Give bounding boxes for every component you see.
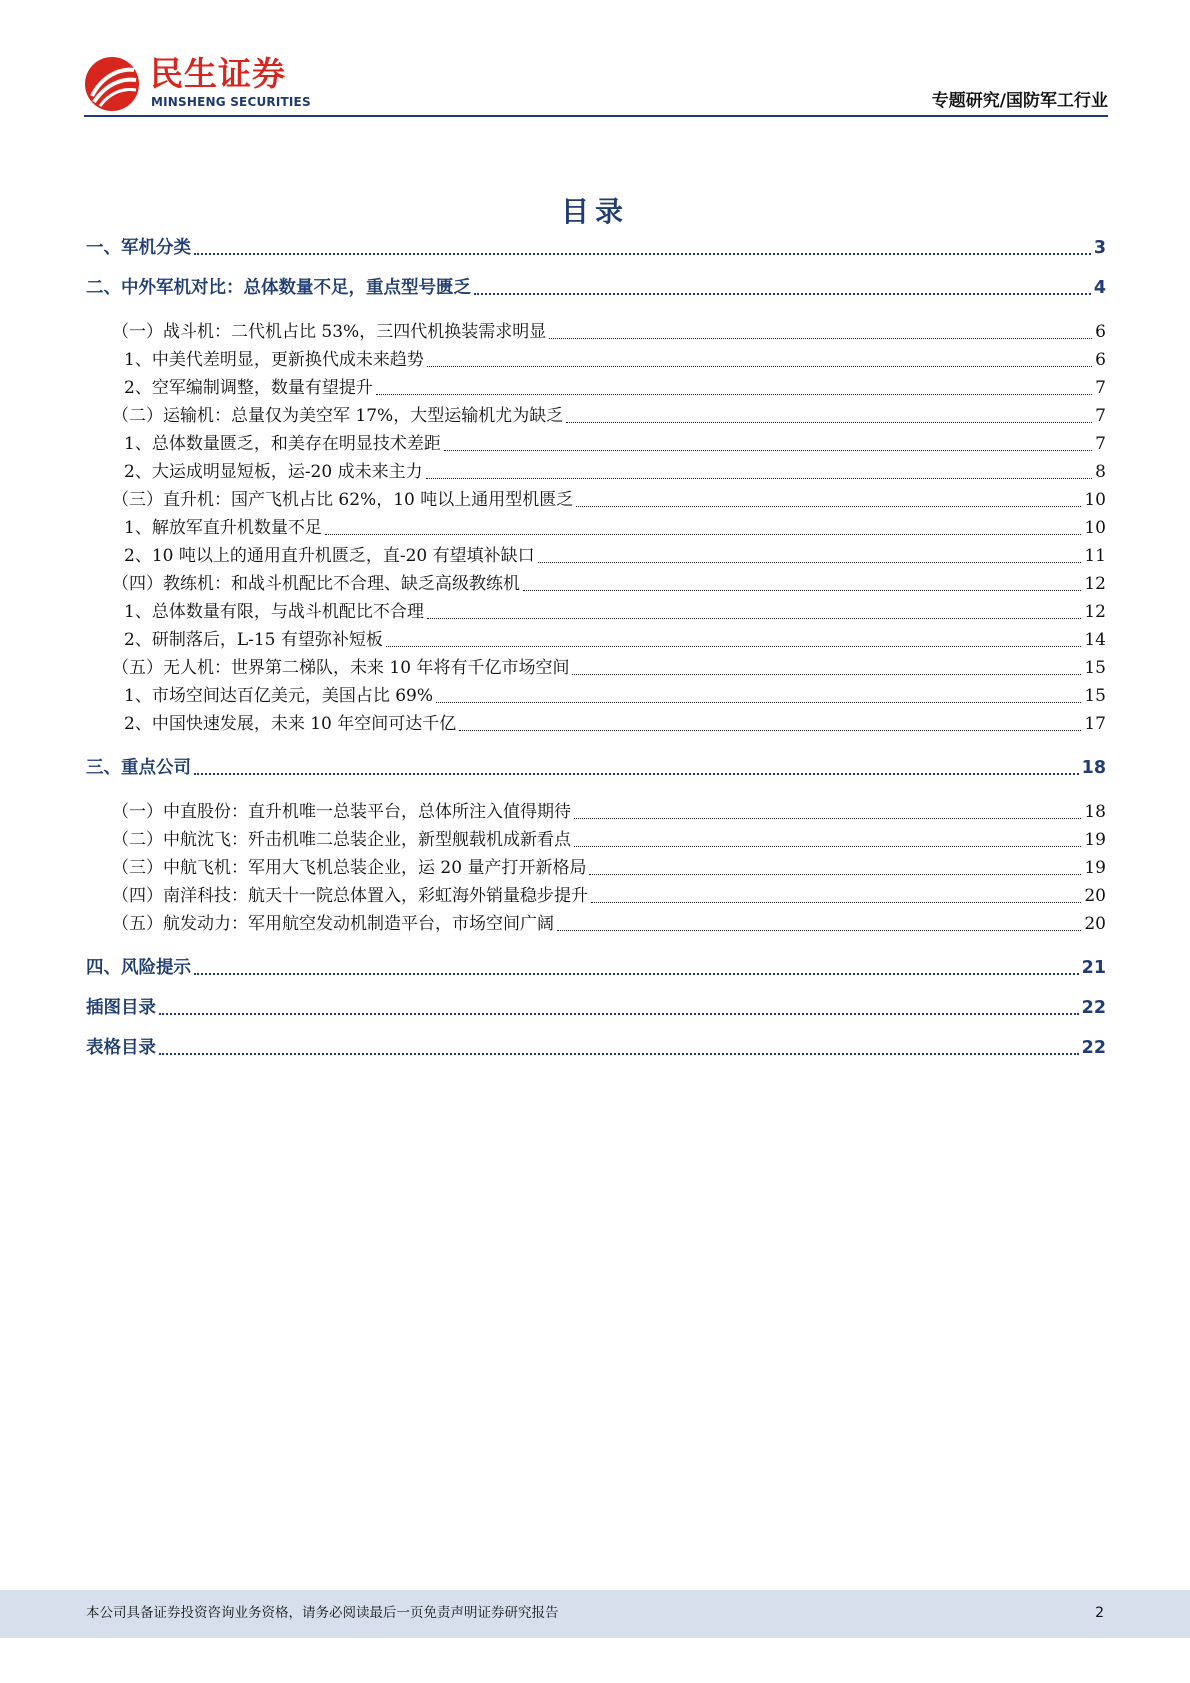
toc-leader-dots xyxy=(589,873,1081,875)
toc-entry-text: 1、解放军直升机数量不足 xyxy=(124,518,322,538)
toc-entry-text: 二、中外军机对比：总体数量不足，重点型号匮乏 xyxy=(86,278,471,298)
toc-leader-dots xyxy=(444,449,1092,451)
toc-entry-page: 18 xyxy=(1081,758,1106,778)
toc-leader-dots xyxy=(194,252,1091,255)
toc-entry-text: 2、研制落后，L-15 有望弥补短板 xyxy=(124,630,383,650)
toc-leader-dots xyxy=(426,477,1093,479)
toc-entry-text: 四、风险提示 xyxy=(86,958,191,978)
toc-entry-subsection[interactable] xyxy=(112,798,1106,824)
toc-entry-text: 2、大运成明显短板，运-20 成未来主力 xyxy=(124,462,423,482)
footer-disclaimer: 本公司具备证券投资咨询业务资格，请务必阅读最后一页免责声明证券研究报告 xyxy=(86,1605,559,1621)
toc-entry-page: 11 xyxy=(1084,546,1106,566)
toc-entry-subsection[interactable] xyxy=(112,318,1106,344)
toc-entry-page: 22 xyxy=(1081,1038,1106,1058)
header-divider xyxy=(84,115,1108,117)
toc-entry-page: 7 xyxy=(1095,406,1106,426)
toc-leader-dots xyxy=(576,505,1081,507)
toc-entry-section[interactable] xyxy=(86,1032,1106,1060)
toc-entry-subsection[interactable] xyxy=(124,374,1106,400)
toc-entry-text: （五）航发动力：军用航空发动机制造平台，市场空间广阔 xyxy=(112,914,554,934)
toc-entry-subsection[interactable] xyxy=(124,598,1106,624)
toc-entry-text: 表格目录 xyxy=(86,1038,156,1058)
toc-entry-subsection[interactable] xyxy=(112,854,1106,880)
toc-entry-page: 4 xyxy=(1093,278,1106,298)
toc-entry-page: 6 xyxy=(1095,350,1106,370)
toc-entry-page: 20 xyxy=(1084,914,1106,934)
toc-entry-subsection[interactable] xyxy=(112,570,1106,596)
toc-entry-text: （一）中直股份：直升机唯一总装平台，总体所注入值得期待 xyxy=(112,802,571,822)
toc-leader-dots xyxy=(566,421,1092,423)
toc-entry-page: 10 xyxy=(1084,518,1106,538)
toc-entry-page: 6 xyxy=(1095,322,1106,342)
toc-entry-page: 12 xyxy=(1084,602,1106,622)
toc-entry-text: 1、总体数量匮乏，和美存在明显技术差距 xyxy=(124,434,441,454)
toc-entry-page: 12 xyxy=(1084,574,1106,594)
toc-entry-text: （四）南洋科技：航天十一院总体置入，彩虹海外销量稳步提升 xyxy=(112,886,588,906)
toc-entry-text: （一）战斗机：二代机占比 53%，三四代机换装需求明显 xyxy=(112,322,547,342)
toc-entry-page: 20 xyxy=(1084,886,1106,906)
toc-leader-dots xyxy=(194,772,1079,775)
toc-leader-dots xyxy=(557,929,1081,931)
toc-entry-section[interactable] xyxy=(86,992,1106,1020)
toc-entry-text: （三）直升机：国产飞机占比 62%，10 吨以上通用型机匮乏 xyxy=(112,490,574,510)
toc-leader-dots xyxy=(427,617,1082,619)
toc-entry-section[interactable] xyxy=(86,752,1106,780)
toc-entry-page: 18 xyxy=(1084,802,1106,822)
toc-entry-subsection[interactable] xyxy=(124,626,1106,652)
toc-entry-subsection[interactable] xyxy=(124,430,1106,456)
toc-entry-section[interactable] xyxy=(86,952,1106,980)
toc-entry-text: （五）无人机：世界第二梯队，未来 10 年将有千亿市场空间 xyxy=(112,658,570,678)
toc-entry-subsection[interactable] xyxy=(124,514,1106,540)
toc-entry-page: 7 xyxy=(1095,378,1106,398)
toc-entry-page: 3 xyxy=(1093,238,1106,258)
toc-title: 目录 xyxy=(560,195,629,228)
toc-entry-subsection[interactable] xyxy=(112,486,1106,512)
toc-entry-subsection[interactable] xyxy=(112,910,1106,936)
toc-leader-dots xyxy=(591,901,1081,903)
toc-leader-dots xyxy=(427,365,1092,367)
minsheng-logo-icon xyxy=(84,56,140,112)
toc-entry-text: 三、重点公司 xyxy=(86,758,191,778)
toc-entry-section[interactable] xyxy=(86,272,1106,300)
toc-leader-dots xyxy=(159,1052,1079,1055)
toc-leader-dots xyxy=(159,1012,1079,1015)
toc-entry-subsection[interactable] xyxy=(112,826,1106,852)
page-number: 2 xyxy=(1095,1605,1104,1621)
toc-leader-dots xyxy=(572,673,1081,675)
toc-leader-dots xyxy=(376,393,1092,395)
toc-entry-text: 1、中美代差明显，更新换代成未来趋势 xyxy=(124,350,424,370)
toc-entry-text: （三）中航飞机：军用大飞机总装企业，运 20 量产打开新格局 xyxy=(112,858,587,878)
toc-leader-dots xyxy=(436,701,1081,703)
toc-entry-page: 15 xyxy=(1084,686,1106,706)
toc-entry-page: 19 xyxy=(1084,858,1106,878)
toc-entry-page: 17 xyxy=(1084,714,1106,734)
toc-entry-subsection[interactable] xyxy=(124,682,1106,708)
toc-entry-text: 2、中国快速发展，未来 10 年空间可达千亿 xyxy=(124,714,457,734)
toc-leader-dots xyxy=(523,589,1081,591)
toc-entry-subsection[interactable] xyxy=(124,710,1106,736)
toc-entry-subsection[interactable] xyxy=(112,882,1106,908)
toc-leader-dots xyxy=(538,561,1082,563)
toc-entry-page: 15 xyxy=(1084,658,1106,678)
toc-leader-dots xyxy=(194,972,1079,975)
toc-leader-dots xyxy=(574,817,1081,819)
toc-entry-subsection[interactable] xyxy=(124,458,1106,484)
toc-entry-text: （二）运输机：总量仅为美空军 17%，大型运输机尤为缺乏 xyxy=(112,406,564,426)
logo-text-en: MINSHENG SECURITIES xyxy=(151,95,311,109)
toc-entry-page: 8 xyxy=(1095,462,1106,482)
toc-entry-text: 1、市场空间达百亿美元，美国占比 69% xyxy=(124,686,434,706)
toc-leader-dots xyxy=(459,729,1081,731)
toc-leader-dots xyxy=(574,845,1081,847)
toc-entry-text: （四）教练机：和战斗机配比不合理、缺乏高级教练机 xyxy=(112,574,520,594)
toc-entry-subsection[interactable] xyxy=(112,402,1106,428)
toc-entry-subsection[interactable] xyxy=(112,654,1106,680)
toc-entry-page: 22 xyxy=(1081,998,1106,1018)
page-header xyxy=(84,52,1108,116)
toc-leader-dots xyxy=(325,533,1082,535)
toc-entry-text: 一、军机分类 xyxy=(86,238,191,258)
toc-entry-subsection[interactable] xyxy=(124,542,1106,568)
toc-leader-dots xyxy=(386,645,1081,647)
toc-entry-text: （二）中航沈飞：歼击机唯二总装企业，新型舰载机成新看点 xyxy=(112,830,571,850)
report-category: 专题研究/国防军工行业 xyxy=(931,91,1108,111)
toc-leader-dots xyxy=(474,292,1091,295)
toc-leader-dots xyxy=(549,337,1092,339)
toc-entry-text: 1、总体数量有限，与战斗机配比不合理 xyxy=(124,602,424,622)
toc-entry-page: 21 xyxy=(1081,958,1106,978)
toc-entry-text: 2、10 吨以上的通用直升机匮乏，直-20 有望填补缺口 xyxy=(124,546,535,566)
toc-entry-page: 19 xyxy=(1084,830,1106,850)
toc-entry-section[interactable] xyxy=(86,232,1106,260)
toc-entry-subsection[interactable] xyxy=(124,346,1106,372)
toc-entry-text: 2、空军编制调整，数量有望提升 xyxy=(124,378,373,398)
toc-entry-page: 14 xyxy=(1084,630,1106,650)
toc-entry-page: 10 xyxy=(1084,490,1106,510)
logo-text-cn: 民生证券 xyxy=(150,54,286,93)
toc-entry-text: 插图目录 xyxy=(86,998,156,1018)
toc-entry-page: 7 xyxy=(1095,434,1106,454)
